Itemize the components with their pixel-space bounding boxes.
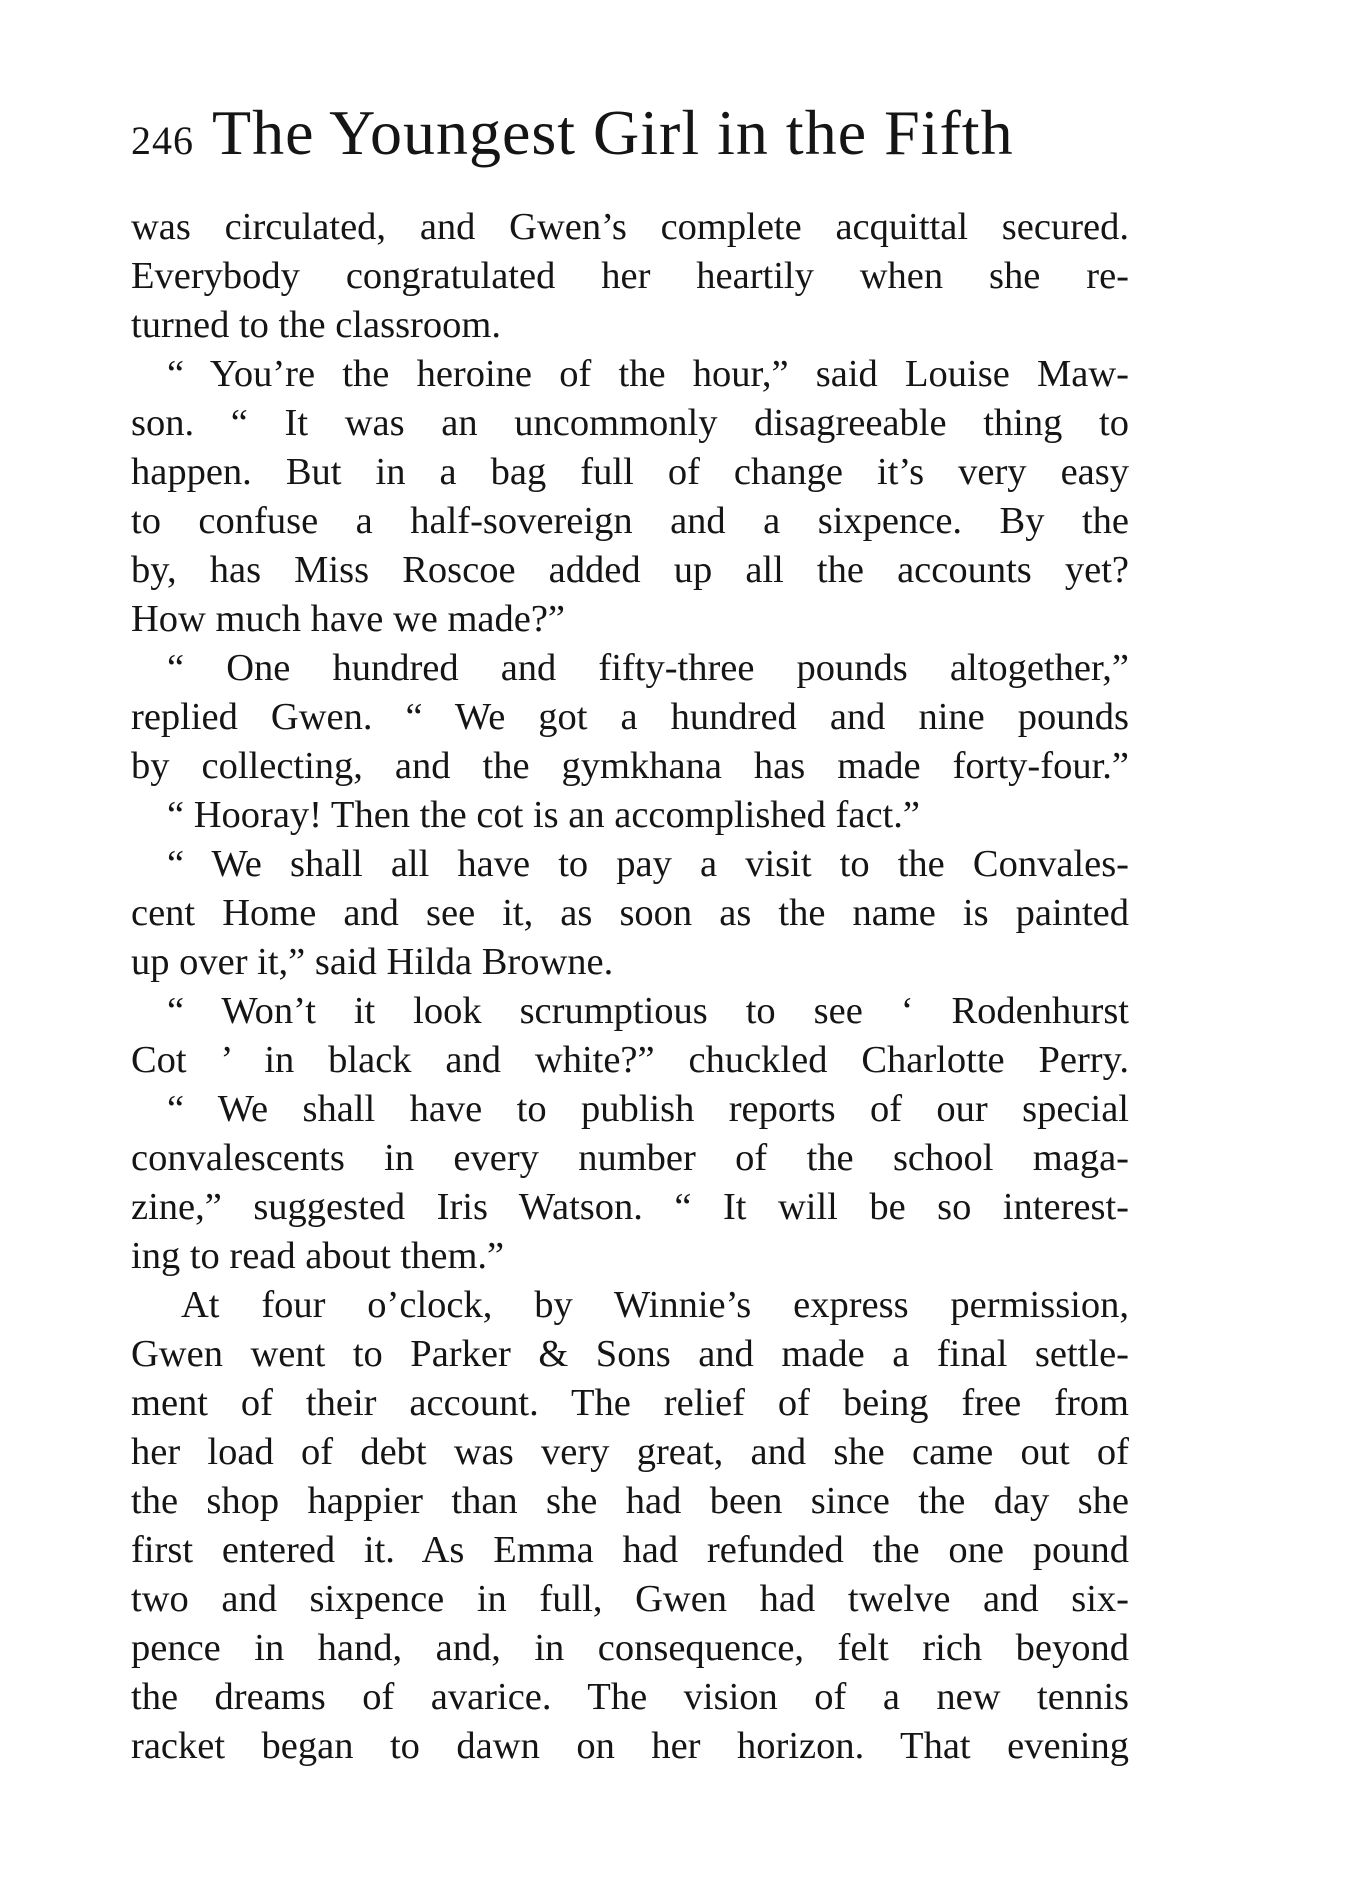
text-line: Gwen went to Parker & Sons and made a final settle- (131, 1333, 1129, 1375)
text-line: by, has Miss Roscoe added up all the accounts yet? (131, 549, 1129, 591)
text-line: to confuse a half-sovereign and a sixpence. By the (131, 500, 1129, 542)
text-line: “ We shall all have to pay a visit to the Convales- (167, 843, 1129, 885)
text-line: “ Won’t it look scrumptious to see ‘ Rodenhurst (167, 990, 1129, 1032)
text-line: up over it,” said Hilda Browne. (131, 941, 614, 983)
text-line: the dreams of avarice. The vision of a new tennis (131, 1676, 1129, 1718)
text-line: replied Gwen. “ We got a hundred and nine pounds (131, 696, 1129, 738)
book-title: The Youngest Girl in the Fifth (212, 97, 1014, 168)
text-line: Everybody congratulated her heartily when she re- (131, 255, 1129, 297)
body-text (131, 203, 1129, 1771)
text-line: Cot ’ in black and white?” chuckled Charlotte Perry. (131, 1039, 1129, 1081)
text-line: was circulated, and Gwen’s complete acquittal secured. (131, 206, 1129, 248)
running-head (131, 96, 1151, 176)
text-line: ment of their account. The relief of being free from (131, 1382, 1129, 1424)
text-line: turned to the classroom. (131, 304, 501, 346)
text-line: “ We shall have to publish reports of our special (167, 1088, 1129, 1130)
text-line: happen. But in a bag full of change it’s very easy (131, 451, 1129, 493)
text-line: by collecting, and the gymkhana has made forty-four.” (131, 745, 1129, 787)
text-line: “ You’re the heroine of the hour,” said Louise Maw- (167, 353, 1129, 395)
text-line: her load of debt was very great, and she came out of (131, 1431, 1129, 1473)
text-line: racket began to dawn on her horizon. That evening (131, 1725, 1129, 1767)
text-line: “ Hooray! Then the cot is an accomplished fact.” (167, 794, 920, 836)
text-line: pence in hand, and, in consequence, felt rich beyond (131, 1627, 1129, 1669)
text-line: convalescents in every number of the school maga- (131, 1137, 1129, 1179)
text-line: zine,” suggested Iris Watson. “ It will be so interest- (131, 1186, 1129, 1228)
text-line: two and sixpence in full, Gwen had twelve and six- (131, 1578, 1129, 1620)
text-line: “ One hundred and fifty-three pounds altogether,” (167, 647, 1129, 689)
text-line: At four o’clock, by Winnie’s express permission, (181, 1284, 1129, 1326)
page-number: 246 (131, 118, 194, 163)
text-line: cent Home and see it, as soon as the name is painted (131, 892, 1129, 934)
text-line: How much have we made?” (131, 598, 566, 640)
text-line: the shop happier than she had been since the day she (131, 1480, 1129, 1522)
text-line: first entered it. As Emma had refunded the one pound (131, 1529, 1129, 1571)
text-line: ing to read about them.” (131, 1235, 505, 1277)
text-line: son. “ It was an uncommonly disagreeable thing to (131, 402, 1129, 444)
